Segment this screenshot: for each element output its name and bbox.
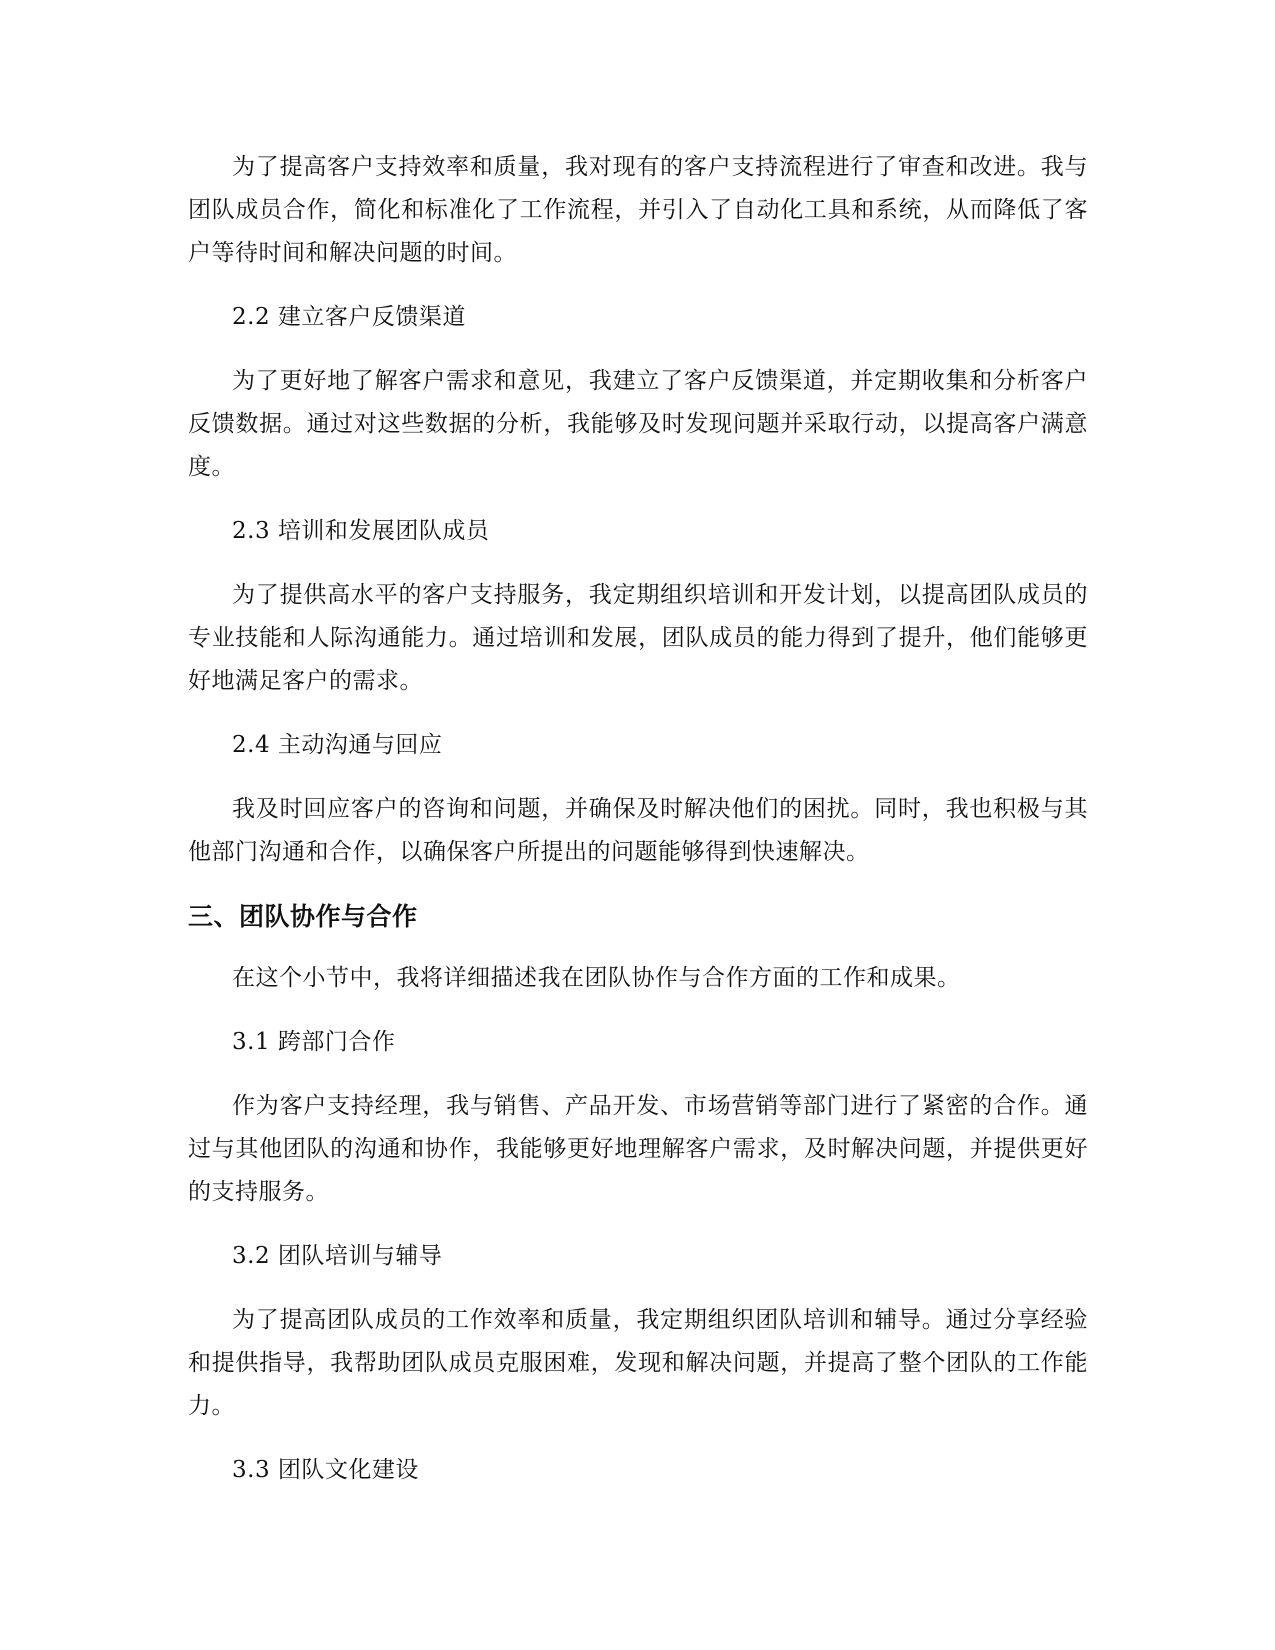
paragraph-team-coaching: 为了提高团队成员的工作效率和质量，我定期组织团队培训和辅导。通过分享经验和提供指导，我帮助团队成员克服困难，发现和解决问题，并提高了整个团队的工作能力。 [188,1307,1088,1419]
subheading-3-1: 3.1 跨部门合作 [232,1029,396,1055]
subheading-3-2: 3.2 团队培训与辅导 [232,1243,443,1269]
paragraph-team-training: 为了提供高水平的客户支持服务，我定期组织培训和开发计划，以提高团队成员的专业技能和人际沟通能力。通过培训和发展，团队成员的能力得到了提升，他们能够更好地满足客户的需求。 [188,582,1088,694]
paragraph-feedback-channel: 为了更好地了解客户需求和意见，我建立了客户反馈渠道，并定期收集和分析客户反馈数据。通过对这些数据的分析，我能够及时发现问题并采取行动，以提高客户满意度。 [188,368,1088,480]
paragraph-section-3-intro: 在这个小节中，我将详细描述我在团队协作与合作方面的工作和成果。 [232,965,961,991]
subheading-2-4: 2.4 主动沟通与回应 [232,732,443,758]
document-body [188,146,1088,1513]
paragraph-cross-department: 作为客户支持经理，我与销售、产品开发、市场营销等部门进行了紧密的合作。通过与其他团队的沟通和协作，我能够更好地理解客户需求，及时解决问题，并提供更好的支持服务。 [188,1093,1088,1205]
subheading-2-2: 2.2 建立客户反馈渠道 [232,304,466,330]
subheading-2-3: 2.3 培训和发展团队成员 [232,518,490,544]
paragraph-proactive-communication: 我及时回应客户的咨询和问题，并确保及时解决他们的困扰。同时，我也积极与其他部门沟通和合作，以确保客户所提出的问题能够得到快速解决。 [188,796,1088,865]
subheading-3-3: 3.3 团队文化建设 [232,1457,419,1483]
section-heading-3: 三、团队协作与合作 [188,902,418,931]
paragraph-process-improvement: 为了提高客户支持效率和质量，我对现有的客户支持流程进行了审查和改进。我与团队成员合作，简化和标准化了工作流程，并引入了自动化工具和系统，从而降低了客户等待时间和解决问题的时间。 [188,154,1088,266]
